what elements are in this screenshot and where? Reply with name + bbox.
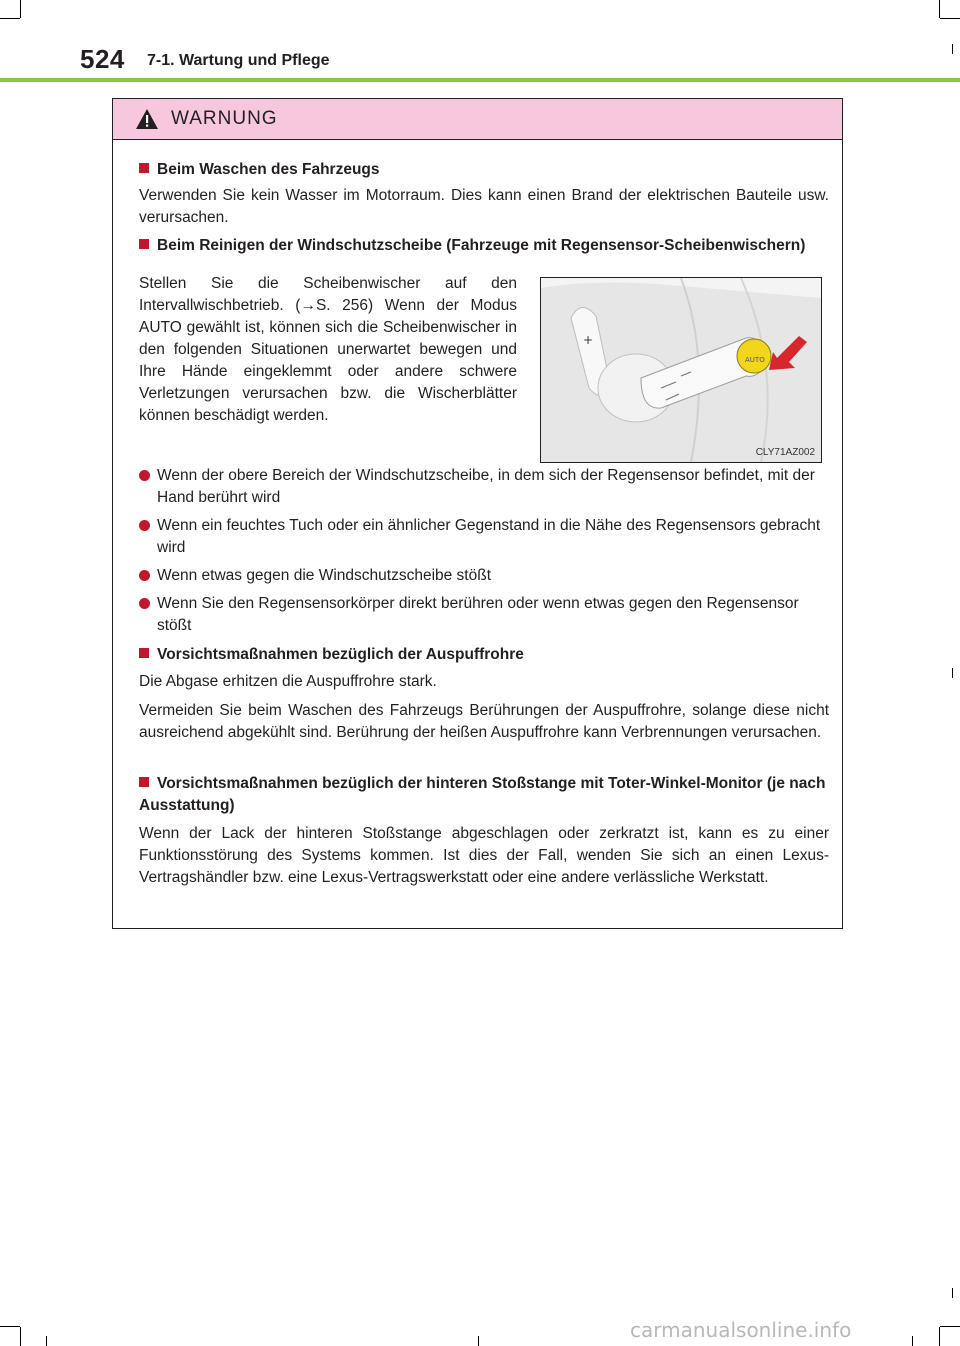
square-bullet-icon	[139, 648, 149, 658]
list-item: Wenn ein feuchtes Tuch oder ein ähnlicher Gegenstand in die Nähe des Regensensors gebracht wird	[139, 515, 833, 559]
list-item: Wenn Sie den Regensensorkörper direkt berühren oder wenn etwas gegen den Regensensor stößt	[139, 593, 833, 637]
figure-code: CLY71AZ002	[755, 447, 815, 458]
list-item: Wenn der obere Bereich der Windschutzscheibe, in dem sich der Regensensor befindet, mit der Hand berührt wird	[139, 465, 833, 509]
circle-bullet-icon	[139, 520, 150, 531]
paragraph: Die Abgase erhitzen die Auspuffrohre stark.	[139, 673, 437, 690]
crop-mark	[939, 1327, 940, 1346]
paragraph: Wenn der Lack der hinteren Stoßstange abgeschlagen oder zerkratzt ist, kann es zu einer Funktionsstörung des Systems kommen. Ist dies der Fall, wenden Sie sich an einen Lexus-Vertragshändler bzw. eine Lexus-Vertragswerkstatt oder eine andere verlässliche Werkstatt.	[139, 825, 829, 886]
wiper-lever-drawing	[541, 278, 821, 462]
watermark: carmanualsonline.info	[630, 1318, 852, 1342]
section-heading-washing: Beim Waschen des Fahrzeugs	[139, 159, 380, 181]
crop-mark	[20, 0, 21, 18]
circle-bullet-icon	[139, 598, 150, 609]
square-bullet-icon	[139, 239, 149, 249]
crop-mark	[20, 1327, 21, 1346]
page-header	[0, 40, 960, 80]
crop-mark	[0, 18, 20, 19]
paragraph: Verwenden Sie kein Wasser im Motorraum. Dies kann einen Brand der elektrischen Bauteile usw. verursachen.	[139, 187, 829, 226]
warning-header	[113, 99, 842, 140]
warning-box	[112, 98, 843, 929]
crop-mark	[46, 1336, 47, 1346]
crop-mark	[939, 0, 940, 18]
crop-mark	[912, 1336, 913, 1346]
crop-mark	[952, 668, 953, 678]
header-divider	[0, 78, 960, 82]
section-heading-bumper: Vorsichtsmaßnahmen bezüglich der hinteren Stoßstange mit Toter-Winkel-Monitor (je nach Ausstattung)	[139, 775, 826, 814]
circle-bullet-icon	[139, 570, 150, 581]
section-title: 7-1. Wartung und Pflege	[147, 52, 330, 69]
warning-triangle-icon	[135, 108, 159, 130]
list-item: Wenn etwas gegen die Windschutzscheibe stößt	[139, 565, 833, 587]
circle-bullet-icon	[139, 470, 150, 481]
crop-mark	[940, 1326, 960, 1327]
wiper-lever-illustration	[540, 277, 822, 463]
svg-text:+: +	[583, 333, 594, 347]
section-heading-windshield: Beim Reinigen der Windschutzscheibe (Fahrzeuge mit Regensensor-Scheibenwischern)	[139, 235, 805, 257]
warning-title: WARNUNG	[171, 108, 278, 129]
crop-mark	[952, 1288, 953, 1298]
crop-mark	[478, 1336, 479, 1346]
crop-mark	[940, 18, 960, 19]
page-number: 524	[80, 44, 125, 74]
section-heading-exhaust: Vorsichtsmaßnahmen bezüglich der Auspuffrohre	[139, 644, 524, 666]
figure-side-text: Stellen Sie die Scheibenwischer auf den Intervallwischbetrieb. (→S. 256) Wenn der Modus AUTO gewählt ist, können sich die Scheibenwischer in den folgenden Situationen unerwartet bewegen und Ihre Hände eingeklemmt oder andere schwere Verletzungen verursachen bzw. die Wischerblätter können beschädigt werden.	[139, 275, 517, 424]
square-bullet-icon	[139, 163, 149, 173]
paragraph: Vermeiden Sie beim Waschen des Fahrzeugs Berührungen der Auspuffrohre, solange diese nicht ausreichend abgekühlt sind. Berührung der heißen Auspuffrohre kann Verbrennungen verursachen.	[139, 702, 829, 741]
crop-mark	[0, 1326, 20, 1327]
svg-text:AUTO: AUTO	[745, 356, 765, 364]
square-bullet-icon	[139, 777, 149, 787]
